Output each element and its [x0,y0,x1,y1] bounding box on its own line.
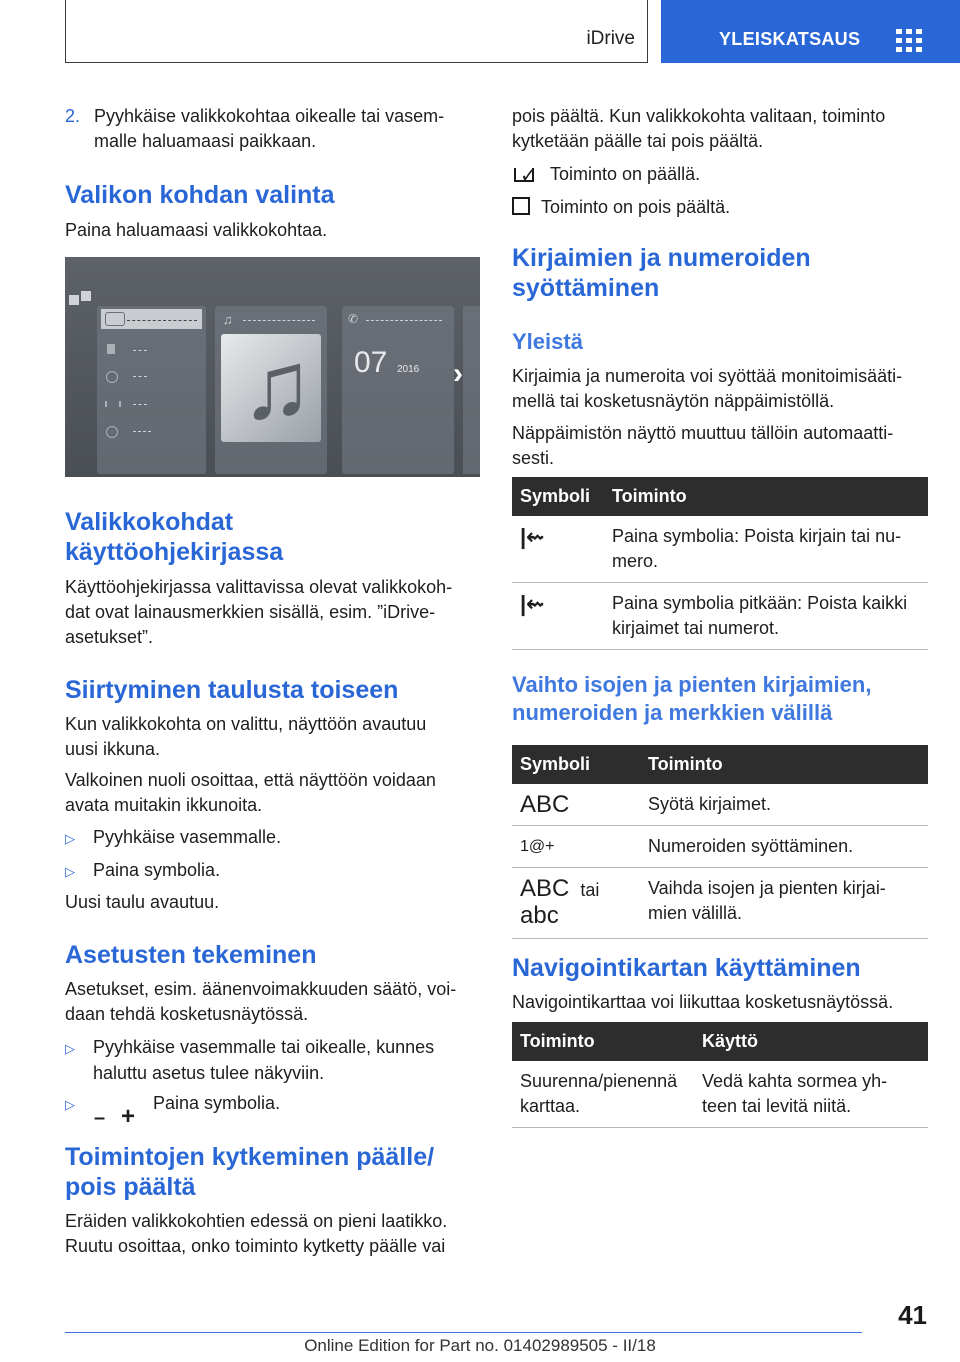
column-header: Toiminto [640,745,928,784]
header-box [65,0,648,63]
list-item-2 [65,104,485,154]
menu-icon [69,291,91,307]
minus-icon: – [94,1107,106,1129]
paragraph-toiminnot: Eräiden valikkokohtien edessä on pieni laatikko. Ruutu osoittaa, onko toiminto kytketty päälle vai [65,1211,448,1256]
column-header: Toiminto [604,477,928,516]
checked-item: ✓ Toiminto on päällä. [512,162,700,187]
music-icon: ♫ [241,332,313,439]
menu-card-communication[interactable] [342,306,454,474]
checkbox-icon [512,197,530,215]
unchecked-item: Toiminto on pois päältä. [512,195,730,220]
abc-lower-icon: abc [520,902,559,929]
paragraph-yleista-2: Näppäimistön näyttö muuttuu tällöin automaatti- sesti. [512,423,894,468]
footer-divider [65,1332,862,1333]
table-row: |⇜ Paina symbolia: Poista kirjain tai nu- mero. [512,516,928,583]
chevron-right-icon[interactable]: › [453,357,463,390]
table-map-gestures [512,1022,928,1128]
tab-yleiskatsaus[interactable] [661,0,960,63]
paragraph: Paina haluamaasi valikkokohtaa. [65,220,328,240]
heading-kirjaimet: Kirjaimien ja numeroiden syöttäminen [512,244,811,302]
grid-icon [896,29,922,53]
tab-label: YLEISKATSAUS [719,29,861,49]
footer-edition: Online Edition for Part no. 01402989505 - II/18 [304,1336,656,1355]
numbers-icon: 1@+ [512,826,640,868]
triangle-bullet-icon: ▷ [65,1097,75,1112]
table-keyboard-symbols [512,745,928,939]
column-header: Toiminto [512,1022,694,1061]
heading-asetukset: Asetusten tekeminen [65,941,317,969]
paragraph-cont: pois päältä. Kun valikkokohta valitaan, toiminto kytketään päälle tai pois päältä. [512,106,886,151]
bullet-item: ▷ Paina symbolia. [65,858,220,884]
paragraph-siirtyminen: Kun valikkokohta on valittu, näyttöön avautuu uusi ikkuna. [65,714,427,759]
idrive-screen-image [65,257,480,477]
triangle-bullet-icon: ▷ [65,831,75,846]
backspace-icon: |⇜ [512,583,604,650]
paragraph-navigointi: Navigointikarttaa voi liikuttaa kosketusnäytössä. [512,992,894,1012]
year-text: 2016 [397,364,420,375]
triangle-bullet-icon: ▷ [65,1041,75,1056]
paragraph-asetukset: Asetukset, esim. äänenvoimakkuuden säätö, voi- daan tehdä kosketusnäytössä. [65,979,457,1024]
triangle-bullet-icon: ▷ [65,864,75,879]
menu-card-vehicle[interactable] [97,306,206,474]
item-number: 2. [65,106,81,126]
heading-navigointi: Navigointikartan käyttäminen [512,954,861,982]
bullet-item: ▷ – + Paina symbolia. [65,1093,281,1130]
item-text: malle haluamaasi paikkaan. [94,131,317,151]
bullet-item: ▷ Pyyhkäise vasemmalle. [65,825,281,851]
heading-valinta: Valikon kohdan valinta [65,181,335,209]
table-row: 1@+ Numeroiden syöttäminen. [512,826,928,868]
item-text: Pyyhkäise valikkokohtaa oikealle tai vasem- [94,106,445,126]
date-text: 07 [354,346,388,379]
heading-yleista: Yleistä [512,329,583,354]
section-title: iDrive [586,28,635,49]
table-row: |⇜ Paina symbolia pitkään: Poista kaikki kirjaimet tai numerot. [512,583,928,650]
paragraph-yleista: Kirjaimia ja numeroita voi syöttää monitoimisääti- mellä tai kosketusnäytön näppäimistöllä. [512,366,903,411]
column-header: Symboli [512,477,604,516]
paragraph-kohdat: Käyttöohjekirjassa valittavissa olevat valikkokoh- dat ovat lainausmerkkien sisällä, esim. ”iDrive- asetukset”. [65,577,453,647]
abc-upper-icon: ABC [512,784,640,826]
heading-vaihto: Vaihto isojen ja pienten kirjaimien, numeroiden ja merkkien välillä [512,672,872,725]
paragraph-siirtyminen-2: Valkoinen nuoli osoittaa, että näyttöön voidaan avata muitakin ikkunoita. [65,770,436,815]
table-row: ABC Syötä kirjaimet. [512,784,928,826]
table-row: ABC tai abc Vaihda isojen ja pienten kirjai- mien välillä. [512,868,928,939]
bullet-item: ▷ Pyyhkäise vasemmalle tai oikealle, kunnes haluttu asetus tulee näkyviin. [65,1037,435,1083]
column-header: Symboli [512,745,640,784]
heading-toiminnot: Toimintojen kytkeminen päälle/ pois päältä [65,1143,435,1201]
menu-card-media[interactable] [215,306,327,474]
paragraph: Uusi taulu avautuu. [65,892,220,912]
heading-siirtyminen: Siirtyminen taulusta toiseen [65,676,399,704]
backspace-icon: |⇜ [512,516,604,583]
table-row: Suurenna/pienennä karttaa. Vedä kahta sormea yh- teen tai levitä niitä. [512,1061,928,1128]
plus-icon: + [121,1103,136,1130]
column-header: Käyttö [694,1022,928,1061]
music-note-icon: ♫ [223,312,233,327]
page-number: 41 [898,1300,927,1330]
heading-kohdat: Valikkokohdat käyttöohjekirjassa [65,508,284,566]
phone-icon: ✆ [348,312,359,326]
abc-upper-icon: ABC [520,875,570,902]
table-delete-symbols [512,477,928,650]
